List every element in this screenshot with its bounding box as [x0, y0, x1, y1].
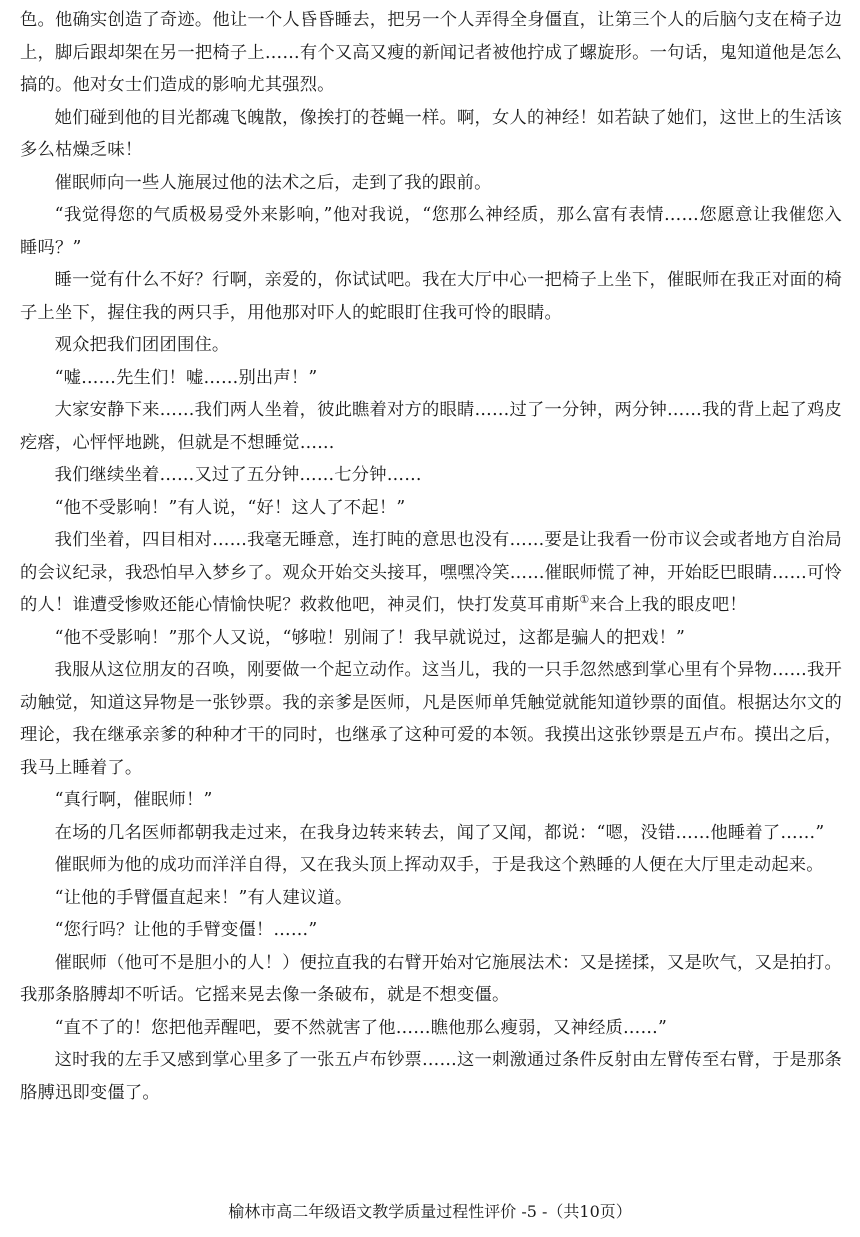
- document-page: [20, 4, 842, 1109]
- paragraph-10: “他不受影响！”有人说，“好！这人了不起！”: [54, 497, 406, 518]
- paragraph-4: “我觉得您的气质极易受外来影响，”他对我说，“您那么神经质，那么富有表情……您愿意让我催您入睡吗？”: [20, 205, 842, 258]
- paragraph-11-main: 我们坐着，四目相对……我毫无睡意，连打盹的意思也没有……要是让我看一份市议会或者地方自治局的会议纪录，我恐怕早入梦乡了。观众开始交头接耳，嘿嘿冷笑……催眠师慌了神，开始眨巴眼睛……可怜的人！谁遭受惨败还能心情愉快呢？救救他吧，神灵们，快打发莫耳甫斯: [20, 530, 842, 615]
- paragraph-8: 大家安静下来……我们两人坐着，彼此瞧着对方的眼睛……过了一分钟，两分钟……我的背上起了鸡皮疙瘩，心怦怦地跳，但就是不想睡觉……: [20, 400, 842, 453]
- page-footer: 榆林市高二年级语文教学质量过程性评价 -5 -（共10页）: [228, 1202, 632, 1221]
- paragraph-1: 色。他确实创造了奇迹。他让一个人昏昏睡去，把另一个人弄得全身僵直，让第三个人的后脑勺支在椅子边上，脚后跟却架在另一把椅子上……有个又高又瘦的新闻记者被他拧成了螺旋形。一句话，鬼知道他是怎么搞的。他对女士们造成的影响尤其强烈。: [20, 10, 842, 95]
- paragraph-16: 催眠师为他的成功而洋洋自得，又在我头顶上挥动双手，于是我这个熟睡的人便在大厅里走动起来。: [54, 855, 824, 875]
- paragraph-3: 催眠师向一些人施展过他的法术之后，走到了我的跟前。: [54, 172, 492, 193]
- footnote-marker: ①: [579, 593, 590, 607]
- paragraph-21: 这时我的左手又感到掌心里多了一张五卢布钞票……这一刺激通过条件反射由左臂传至右臂，于是那条胳膊迅即变僵了。: [20, 1050, 842, 1103]
- paragraph-9: 我们继续坐着……又过了五分钟……七分钟……: [54, 465, 422, 485]
- paragraph-2: 她们碰到他的目光都魂飞魄散，像挨打的苍蝇一样。啊，女人的神经！如若缺了她们，这世上的生活该多么枯燥乏味！: [20, 107, 842, 160]
- paragraph-11-tail: 来合上我的眼皮吧！: [589, 595, 747, 615]
- paragraph-12: “他不受影响！”那个人又说，“够啦！别闹了！我早就说过，这都是骗人的把戏！”: [54, 627, 686, 648]
- paragraph-5: 睡一觉有什么不好？行啊，亲爱的，你试试吧。我在大厅中心一把椅子上坐下，催眠师在我正对面的椅子上坐下，握住我的两只手，用他那对吓人的蛇眼盯住我可怜的眼睛。: [20, 270, 842, 323]
- paragraph-19: 催眠师（他可不是胆小的人！）便拉直我的右臂开始对它施展法术：又是搓揉，又是吹气，又是拍打。我那条胳膊却不听话。它摇来晃去像一条破布，就是不想变僵。: [20, 952, 842, 1005]
- paragraph-15: 在场的几名医师都朝我走过来，在我身边转来转去，闻了又闻，都说：“嗯，没错……他睡着了……”: [54, 822, 825, 843]
- paragraph-18: “您行吗？让他的手臂变僵！……”: [54, 920, 318, 940]
- paragraph-20: “直不了的！您把他弄醒吧，要不然就害了他……瞧他那么瘦弱，又神经质……”: [54, 1017, 668, 1038]
- paragraph-14: “真行啊，催眠师！”: [54, 790, 213, 810]
- paragraph-6: 观众把我们团团围住。: [54, 335, 230, 355]
- paragraph-11: [20, 524, 842, 622]
- paragraph-13: 我服从这位朋友的召唤，刚要做一个起立动作。这当儿，我的一只手忽然感到掌心里有个异物……我开动触觉，知道这异物是一张钞票。我的亲爹是医师，凡是医师单凭触觉就能知道钞票的面值。根据达尔文的理论，我在继承亲爹的种种才干的同时，也继承了这种可爱的本领。我摸出这张钞票是五卢布。摸出之后，我马上睡着了。: [20, 660, 842, 778]
- paragraph-7: “嘘……先生们！嘘……别出声！”: [54, 367, 318, 388]
- paragraph-17: “让他的手臂僵直起来！”有人建议道。: [54, 887, 353, 908]
